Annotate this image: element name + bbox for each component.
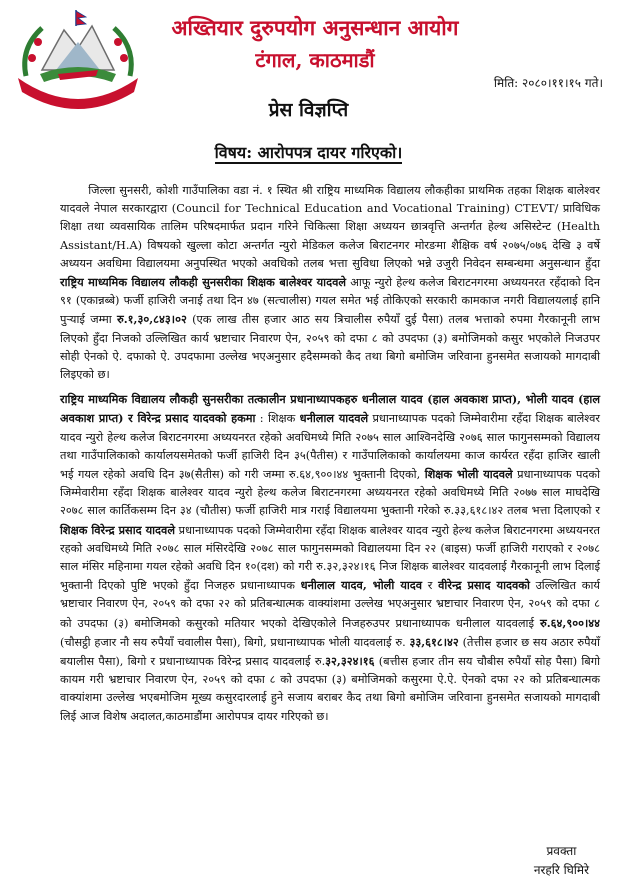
text-run: (तेत्तीस हजार छ सय अठार रुपैयाँ बयालीस पैसा), बिगो र प्रधानाध्यापक विरेन्द्र प्रसाद यादवलाई रु. — [60, 635, 600, 669]
text-run: प्रधानाध्यापक पदको जिम्मेवारीमा रहँदा शिक्षक बालेश्वर यादव न्युरो हेल्थ कलेज बिराटनगरमा अध्ययनरत रहेको अवधिमध्ये मिति २०७७ साल माघदेखि २०७८ साल कार्तिकसम्म दिन ३४ (चौतीस) फर्जी हाजिरी मात्र गराई विद्यालयमा भुक्तानी गरेको रु.३३,६१८।४२ तलब भत्ता दिलाएको र — [60, 468, 600, 518]
text-run: र — [422, 579, 439, 593]
text-run: (एक लाख तीस हजार आठ सय त्रिचालीस रुपैयाँ दुई पैसा) तलब भत्ताको रुपमा गैरकानूनी लाभ लिएको हुँदा निजको उल्लिखित कार्य भ्रष्टाचार निवारण ऐन, २०५९ को दफा ८ को उपदफा (३) बमोजिमको कसुर भएकोले निजउपर सोही ऐनको ऐ. दफाको ऐ. उपदफामा उल्लेख भएअनुसार हदैसम्मको कैद तथा बिगो बमोजिम जरिवाना हुनसमेत सजायको मागदाबी लिइएको छ। — [60, 313, 600, 382]
document-date: मिति: २०८०।११।१५ गते। — [493, 76, 603, 90]
text-run: उल्लिखित कार्य भ्रष्टाचार निवारण ऐन, २०५९ को दफा २२ को प्रतिबन्धात्मक वाक्यांशमा उल्लेख भएअनुसार भ्रष्टाचार निवारण ऐन, २०५९ को दफा ८ को उपदफा (३) बमोजिमको कसुरको मतियार भएको देखिएकोले निजहरुउपर प्रधानाध्यापक धनीलाल यादवलाई — [60, 579, 600, 630]
bold-run: शिक्षक विरेन्द्र प्रसाद यादवले — [60, 522, 176, 537]
bold-run: राष्ट्रिय माध्यमिक विद्यालय लौकही सुनसरीका तत्कालीन प्रधानाध्यापकहरु धनीलाल यादव (हाल अवकाश प्राप्त), भोली यादव (हाल अवकाश प्राप्त) र विरेन्द्र प्रसाद यादवको हकमा — [60, 392, 600, 426]
signatory-name: नरहरि घिमिरे — [533, 863, 589, 877]
bold-amount: ३२,३२४।१६ — [325, 654, 375, 669]
text-run: प्रधानाध्यापक पदको जिम्मेवारीमा रहँदा शिक्षक बालेश्वर यादव न्युरो हेल्थ कलेज बिराटनगरमा अध्ययनरत रहेको अवधिमध्ये मिति २०७५ साल आश्विनदेखि २०७६ साल फागुनसम्मको विद्यालय तथा गाउँपालिकाको कार्यालयसमेतको फर्जी हाजिरी दिन ३५(पैतीस) र गाउँपालिकाको कार्यालयमा काज कार्यरत रहँदा हाजिर खाली भई गयल रहेको अवधि दिन ३७(सैतीस) को गरी जम्मा रु.६४,९००।४४ भुक्तानी दिएको, — [60, 412, 600, 482]
document-body — [60, 182, 600, 732]
text-run: (बत्तीस हजार तीन सय चौबीस रुपैयाँ सोह पैसा) बिगो कायम गरी भ्रष्टाचार निवारण ऐन, २०५९ को दफा ८ को उपदफा (३) बमोजिमको कसुरमा ऐ.ऐ. ऐनको दफा २२ को प्रतिबन्धात्मक वाक्यांशमा उल्लेख भएबमोजिम मूख्य कसुरदारलाई हुने सजाय बराबर कैद तथा बिगो बमोजिम जरिवाना हुनसमेत सजायको मागदाबी लिई आज विशेष अदालत,काठमाडौंमा आरोपपत्र दायर गरिएको छ। — [60, 655, 601, 723]
organization-address: टंगाल, काठमाडौं — [255, 48, 375, 72]
text-run: जिल्ला सुनसरी, कोशी गाउँपालिका वडा नं. १ स्थित श्री राष्ट्रिय माध्यमिक विद्यालय लौकहीका प्राथमिक तहका शिक्षक बालेश्वर यादवले नेपाल सरकारद्वारा (Council for Technical Education and Vocational Training) CTEVT/ प्राविधिक शिक्षा तथा व्यवसायिक तालिम परिषदमार्फत प्रदान गरिने चिकित्सा शिक्षा अध्ययन छात्रवृत्ति अन्तर्गत हेल्थ असिस्टेन्ट (Health Assistant/H.A) विषयको खुल्ला कोटा अन्तर्गत न्युरो मेडिकल कलेज बिराटनगर मोरङमा शैक्षिक वर्ष २०७५/०७६ देखि ३ वर्षे अध्ययन अवधिमा विद्यालयमा अनुपस्थित भएको अवधिको तलब भत्ता सुविधा लिएको भन्ने उजुरी निवेदन सम्बन्धमा अनुसन्धान हुँदा — [60, 184, 600, 270]
bold-amount: रु.६४,९००।४४ — [539, 615, 600, 630]
bold-run: धनीलाल यादवले — [299, 411, 369, 426]
text-run: (चौसट्ठी हजार नौ सय रुपैयाँ चवालीस पैसा), बिगो, प्रधानाध्यापक भोली यादवलाई रु. — [60, 635, 410, 649]
paragraph-1 — [60, 182, 600, 384]
bold-run: धनीलाल यादव, भोली यादव — [300, 578, 423, 593]
signatory-role: प्रवक्ता — [546, 844, 577, 858]
bold-amount: ३३,६१८।४२ — [409, 634, 459, 649]
text-run: आफू न्युरो हेल्थ कलेज बिराटनगरमा अध्ययनरत रहँदाको दिन ९१ (एकान्नब्बे) फर्जी हाजिरी जनाई तथा दिन ४७ (सत्चालीस) गयल समेत भई तोकिएको सरकारी कामकाज नगरी विद्यालयलाई हानि पुऱ्याई जम्मा — [60, 276, 601, 327]
bold-amount: रु.१,३०,८४३।०२ — [116, 312, 187, 327]
bold-run: वीरेन्द्र प्रसाद यादवको — [438, 578, 530, 593]
signature-block — [534, 842, 589, 880]
text-run: : शिक्षक — [255, 412, 300, 426]
organization-name: अख्तियार दुरुपयोग अनुसन्धान आयोग — [171, 15, 459, 40]
document-title: प्रेस विज्ञप्ति — [268, 99, 349, 121]
bold-run: शिक्षक भोली यादवले — [424, 467, 513, 482]
bold-run: राष्ट्रिय माध्यमिक विद्यालय लौकही सुनसरीका शिक्षक बालेश्वर यादवले — [60, 275, 347, 290]
text-run: प्रधानाध्यापक पदको जिम्मेवारीमा रहँदा शिक्षक बालेश्वर यादव न्युरो हेल्थ कलेज बिराटनगरमा अध्ययनरत रहको अवधिमध्ये मिति २०७८ साल मंसिरदेखि २०७८ साल फागुनसम्मको विद्यालयमा दिन २२ (बाइस) फर्जी हाजिरी गराएको र २०७८ साल मंसिर महिनामा गयल रहेको अवधि दिन १०(दश) को गरी रु.३२,३२४।१६ निज शिक्षक बालेश्वर यादवलाई गैरकानूनी लाभ दिलाई भुक्तानी दिएको पुष्टि भएको हुँदा निजहरु प्रधानाध्यापक — [60, 523, 600, 593]
subject-text: विषय: आरोपपत्र दायर गरिएको। — [214, 143, 403, 162]
paragraph-2 — [60, 390, 600, 726]
document-subject — [0, 141, 617, 163]
